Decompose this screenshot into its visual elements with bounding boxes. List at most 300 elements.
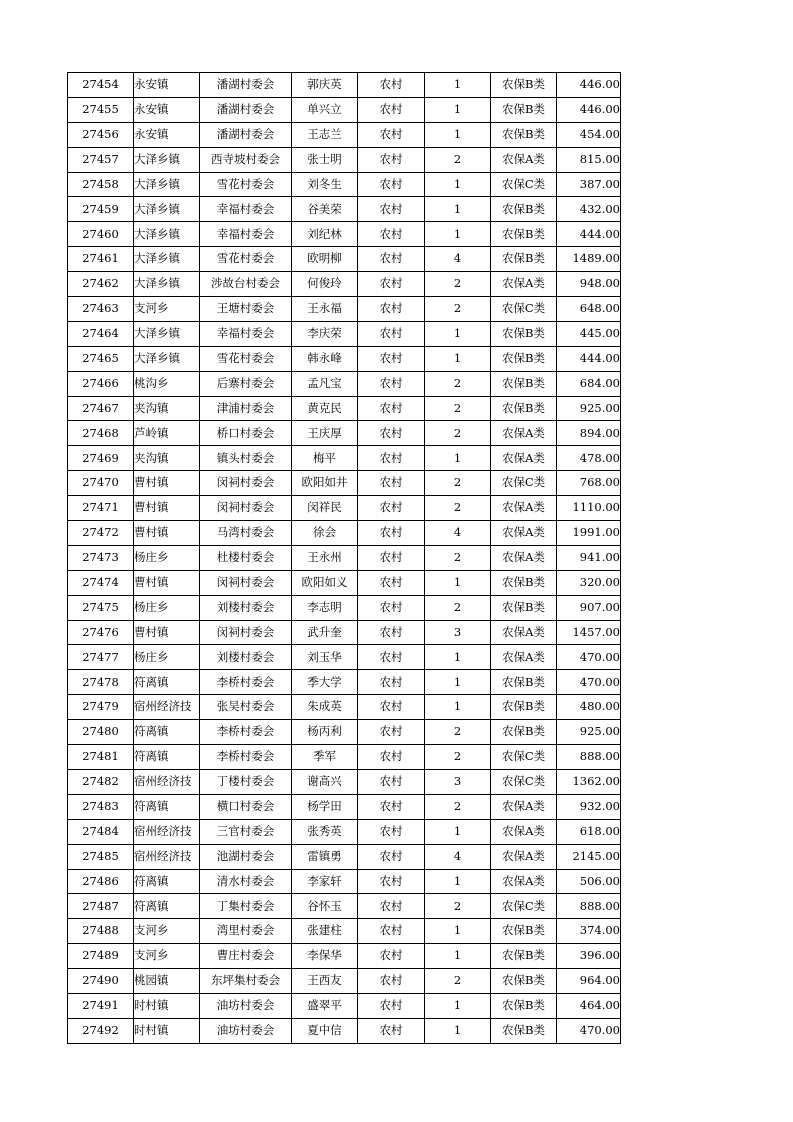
amount-cell: 320.00	[557, 570, 621, 595]
village-committee-cell: 池湖村委会	[200, 844, 292, 869]
village-committee-cell: 李桥村委会	[200, 670, 292, 695]
record-id-cell: 27466	[68, 371, 134, 396]
town-cell: 符离镇	[134, 720, 200, 745]
table-row	[68, 869, 621, 894]
table-row	[68, 97, 621, 122]
amount-cell: 387.00	[557, 172, 621, 197]
insurance-category-cell: 农保A类	[491, 620, 557, 645]
town-cell: 符离镇	[134, 869, 200, 894]
record-id-cell: 27481	[68, 745, 134, 770]
amount-cell: 925.00	[557, 720, 621, 745]
person-name-cell: 刘纪林	[292, 222, 358, 247]
village-committee-cell: 丁集村委会	[200, 894, 292, 919]
insurance-category-cell: 农保C类	[491, 894, 557, 919]
record-id-cell: 27492	[68, 1018, 134, 1043]
village-committee-cell: 雪花村委会	[200, 172, 292, 197]
town-cell: 宿州经济技	[134, 769, 200, 794]
person-name-cell: 张秀英	[292, 819, 358, 844]
town-cell: 大泽乡镇	[134, 197, 200, 222]
person-name-cell: 雷镇勇	[292, 844, 358, 869]
town-cell: 大泽乡镇	[134, 321, 200, 346]
household-count-cell: 4	[425, 521, 491, 546]
table-row	[68, 1018, 621, 1043]
insurance-category-cell: 农保B类	[491, 993, 557, 1018]
table-row	[68, 720, 621, 745]
insurance-category-cell: 农保B类	[491, 346, 557, 371]
insurance-category-cell: 农保C类	[491, 769, 557, 794]
person-name-cell: 王永福	[292, 297, 358, 322]
insurance-category-cell: 农保B类	[491, 1018, 557, 1043]
household-count-cell: 1	[425, 670, 491, 695]
table-row	[68, 471, 621, 496]
village-committee-cell: 清水村委会	[200, 869, 292, 894]
household-count-cell: 2	[425, 894, 491, 919]
person-name-cell: 韩永峰	[292, 346, 358, 371]
household-count-cell: 2	[425, 545, 491, 570]
household-count-cell: 2	[425, 297, 491, 322]
household-count-cell: 2	[425, 147, 491, 172]
village-committee-cell: 幸福村委会	[200, 197, 292, 222]
village-committee-cell: 桥口村委会	[200, 421, 292, 446]
record-id-cell: 27489	[68, 944, 134, 969]
area-type-cell: 农村	[358, 869, 425, 894]
area-type-cell: 农村	[358, 421, 425, 446]
record-id-cell: 27460	[68, 222, 134, 247]
person-name-cell: 黄克民	[292, 396, 358, 421]
village-committee-cell: 潘湖村委会	[200, 122, 292, 147]
amount-cell: 1457.00	[557, 620, 621, 645]
table-row	[68, 346, 621, 371]
insurance-category-cell: 农保B类	[491, 97, 557, 122]
town-cell: 永安镇	[134, 122, 200, 147]
table-row	[68, 695, 621, 720]
table-row	[68, 421, 621, 446]
area-type-cell: 农村	[358, 197, 425, 222]
area-type-cell: 农村	[358, 97, 425, 122]
amount-cell: 480.00	[557, 695, 621, 720]
amount-cell: 888.00	[557, 894, 621, 919]
area-type-cell: 农村	[358, 247, 425, 272]
record-id-cell: 27479	[68, 695, 134, 720]
record-id-cell: 27471	[68, 496, 134, 521]
record-id-cell: 27476	[68, 620, 134, 645]
table-row	[68, 894, 621, 919]
village-committee-cell: 东坪集村委会	[200, 969, 292, 994]
amount-cell: 648.00	[557, 297, 621, 322]
town-cell: 符离镇	[134, 745, 200, 770]
household-count-cell: 2	[425, 595, 491, 620]
area-type-cell: 农村	[358, 222, 425, 247]
record-id-cell: 27477	[68, 645, 134, 670]
area-type-cell: 农村	[358, 371, 425, 396]
person-name-cell: 王庆厚	[292, 421, 358, 446]
household-count-cell: 1	[425, 197, 491, 222]
village-committee-cell: 王塘村委会	[200, 297, 292, 322]
table-row	[68, 321, 621, 346]
amount-cell: 907.00	[557, 595, 621, 620]
person-name-cell: 朱成英	[292, 695, 358, 720]
household-count-cell: 1	[425, 73, 491, 98]
town-cell: 宿州经济技	[134, 819, 200, 844]
area-type-cell: 农村	[358, 944, 425, 969]
table-row	[68, 446, 621, 471]
household-count-cell: 2	[425, 794, 491, 819]
insurance-category-cell: 农保A类	[491, 869, 557, 894]
record-id-cell: 27464	[68, 321, 134, 346]
household-count-cell: 2	[425, 396, 491, 421]
insurance-category-cell: 农保A类	[491, 819, 557, 844]
town-cell: 大泽乡镇	[134, 346, 200, 371]
village-committee-cell: 闵祠村委会	[200, 570, 292, 595]
insurance-category-cell: 农保B类	[491, 321, 557, 346]
town-cell: 时村镇	[134, 1018, 200, 1043]
table-row	[68, 670, 621, 695]
table-row	[68, 247, 621, 272]
town-cell: 曹村镇	[134, 570, 200, 595]
amount-cell: 432.00	[557, 197, 621, 222]
insurance-category-cell: 农保A类	[491, 844, 557, 869]
record-id-cell: 27480	[68, 720, 134, 745]
insurance-category-cell: 农保B类	[491, 670, 557, 695]
records-table	[67, 72, 621, 1044]
record-id-cell: 27491	[68, 993, 134, 1018]
amount-cell: 454.00	[557, 122, 621, 147]
town-cell: 大泽乡镇	[134, 222, 200, 247]
household-count-cell: 1	[425, 993, 491, 1018]
insurance-category-cell: 农保B类	[491, 919, 557, 944]
household-count-cell: 2	[425, 496, 491, 521]
area-type-cell: 农村	[358, 446, 425, 471]
town-cell: 桃沟乡	[134, 371, 200, 396]
household-count-cell: 1	[425, 222, 491, 247]
household-count-cell: 2	[425, 371, 491, 396]
town-cell: 符离镇	[134, 894, 200, 919]
area-type-cell: 农村	[358, 769, 425, 794]
person-name-cell: 欧阳如义	[292, 570, 358, 595]
table-row	[68, 844, 621, 869]
amount-cell: 888.00	[557, 745, 621, 770]
area-type-cell: 农村	[358, 595, 425, 620]
records-table-body	[68, 73, 621, 1044]
person-name-cell: 王志兰	[292, 122, 358, 147]
area-type-cell: 农村	[358, 545, 425, 570]
person-name-cell: 张建柱	[292, 919, 358, 944]
person-name-cell: 夏中信	[292, 1018, 358, 1043]
record-id-cell: 27473	[68, 545, 134, 570]
table-row	[68, 272, 621, 297]
record-id-cell: 27478	[68, 670, 134, 695]
person-name-cell: 谷怀玉	[292, 894, 358, 919]
village-committee-cell: 幸福村委会	[200, 321, 292, 346]
amount-cell: 941.00	[557, 545, 621, 570]
record-id-cell: 27474	[68, 570, 134, 595]
village-committee-cell: 闵祠村委会	[200, 471, 292, 496]
town-cell: 大泽乡镇	[134, 272, 200, 297]
town-cell: 曹村镇	[134, 521, 200, 546]
insurance-category-cell: 农保A类	[491, 521, 557, 546]
table-row	[68, 496, 621, 521]
record-id-cell: 27488	[68, 919, 134, 944]
record-id-cell: 27482	[68, 769, 134, 794]
town-cell: 曹村镇	[134, 620, 200, 645]
town-cell: 支河乡	[134, 919, 200, 944]
household-count-cell: 1	[425, 695, 491, 720]
person-name-cell: 杨丙利	[292, 720, 358, 745]
village-committee-cell: 涉故台村委会	[200, 272, 292, 297]
household-count-cell: 1	[425, 446, 491, 471]
town-cell: 大泽乡镇	[134, 247, 200, 272]
table-row	[68, 122, 621, 147]
village-committee-cell: 湾里村委会	[200, 919, 292, 944]
town-cell: 时村镇	[134, 993, 200, 1018]
village-committee-cell: 马湾村委会	[200, 521, 292, 546]
village-committee-cell: 闵祠村委会	[200, 496, 292, 521]
area-type-cell: 农村	[358, 794, 425, 819]
village-committee-cell: 李桥村委会	[200, 720, 292, 745]
insurance-category-cell: 农保A类	[491, 794, 557, 819]
area-type-cell: 农村	[358, 496, 425, 521]
table-row	[68, 73, 621, 98]
area-type-cell: 农村	[358, 645, 425, 670]
record-id-cell: 27459	[68, 197, 134, 222]
person-name-cell: 郭庆英	[292, 73, 358, 98]
household-count-cell: 3	[425, 620, 491, 645]
amount-cell: 478.00	[557, 446, 621, 471]
village-committee-cell: 杜楼村委会	[200, 545, 292, 570]
village-committee-cell: 雪花村委会	[200, 247, 292, 272]
record-id-cell: 27469	[68, 446, 134, 471]
record-id-cell: 27458	[68, 172, 134, 197]
record-id-cell: 27468	[68, 421, 134, 446]
town-cell: 符离镇	[134, 670, 200, 695]
village-committee-cell: 油坊村委会	[200, 993, 292, 1018]
village-committee-cell: 三官村委会	[200, 819, 292, 844]
town-cell: 杨庄乡	[134, 645, 200, 670]
amount-cell: 768.00	[557, 471, 621, 496]
table-row	[68, 645, 621, 670]
village-committee-cell: 油坊村委会	[200, 1018, 292, 1043]
person-name-cell: 刘冬生	[292, 172, 358, 197]
record-id-cell: 27467	[68, 396, 134, 421]
amount-cell: 374.00	[557, 919, 621, 944]
amount-cell: 1362.00	[557, 769, 621, 794]
table-row	[68, 794, 621, 819]
person-name-cell: 王西友	[292, 969, 358, 994]
person-name-cell: 欧阳如井	[292, 471, 358, 496]
household-count-cell: 1	[425, 97, 491, 122]
amount-cell: 446.00	[557, 73, 621, 98]
amount-cell: 470.00	[557, 670, 621, 695]
household-count-cell: 1	[425, 570, 491, 595]
person-name-cell: 梅平	[292, 446, 358, 471]
household-count-cell: 2	[425, 969, 491, 994]
town-cell: 大泽乡镇	[134, 147, 200, 172]
record-id-cell: 27462	[68, 272, 134, 297]
village-committee-cell: 闵祠村委会	[200, 620, 292, 645]
household-count-cell: 1	[425, 122, 491, 147]
insurance-category-cell: 农保B类	[491, 247, 557, 272]
amount-cell: 446.00	[557, 97, 621, 122]
area-type-cell: 农村	[358, 695, 425, 720]
village-committee-cell: 横口村委会	[200, 794, 292, 819]
table-row	[68, 197, 621, 222]
person-name-cell: 谢高兴	[292, 769, 358, 794]
amount-cell: 894.00	[557, 421, 621, 446]
amount-cell: 470.00	[557, 1018, 621, 1043]
person-name-cell: 李保华	[292, 944, 358, 969]
household-count-cell: 3	[425, 769, 491, 794]
insurance-category-cell: 农保B类	[491, 720, 557, 745]
record-id-cell: 27463	[68, 297, 134, 322]
area-type-cell: 农村	[358, 620, 425, 645]
table-row	[68, 371, 621, 396]
table-row	[68, 222, 621, 247]
area-type-cell: 农村	[358, 147, 425, 172]
insurance-category-cell: 农保B类	[491, 73, 557, 98]
insurance-category-cell: 农保A类	[491, 446, 557, 471]
person-name-cell: 闵祥民	[292, 496, 358, 521]
amount-cell: 506.00	[557, 869, 621, 894]
table-row	[68, 521, 621, 546]
record-id-cell: 27457	[68, 147, 134, 172]
amount-cell: 1991.00	[557, 521, 621, 546]
table-row	[68, 944, 621, 969]
insurance-category-cell: 农保B类	[491, 944, 557, 969]
household-count-cell: 2	[425, 745, 491, 770]
record-id-cell: 27472	[68, 521, 134, 546]
area-type-cell: 农村	[358, 1018, 425, 1043]
village-committee-cell: 后寨村委会	[200, 371, 292, 396]
person-name-cell: 李家轩	[292, 869, 358, 894]
town-cell: 支河乡	[134, 944, 200, 969]
insurance-category-cell: 农保B类	[491, 695, 557, 720]
amount-cell: 815.00	[557, 147, 621, 172]
village-committee-cell: 刘楼村委会	[200, 645, 292, 670]
insurance-category-cell: 农保B类	[491, 570, 557, 595]
town-cell: 夹沟镇	[134, 396, 200, 421]
town-cell: 曹村镇	[134, 471, 200, 496]
household-count-cell: 2	[425, 272, 491, 297]
village-committee-cell: 西寺坡村委会	[200, 147, 292, 172]
area-type-cell: 农村	[358, 969, 425, 994]
insurance-category-cell: 农保A类	[491, 645, 557, 670]
person-name-cell: 杨学田	[292, 794, 358, 819]
table-row	[68, 396, 621, 421]
household-count-cell: 1	[425, 1018, 491, 1043]
area-type-cell: 农村	[358, 720, 425, 745]
town-cell: 杨庄乡	[134, 545, 200, 570]
person-name-cell: 李庆荣	[292, 321, 358, 346]
area-type-cell: 农村	[358, 321, 425, 346]
insurance-category-cell: 农保A类	[491, 496, 557, 521]
insurance-category-cell: 农保C类	[491, 471, 557, 496]
record-id-cell: 27485	[68, 844, 134, 869]
household-count-cell: 2	[425, 720, 491, 745]
area-type-cell: 农村	[358, 844, 425, 869]
table-row	[68, 172, 621, 197]
record-id-cell: 27484	[68, 819, 134, 844]
table-row	[68, 297, 621, 322]
town-cell: 符离镇	[134, 794, 200, 819]
village-committee-cell: 潘湖村委会	[200, 73, 292, 98]
record-id-cell: 27465	[68, 346, 134, 371]
person-name-cell: 单兴立	[292, 97, 358, 122]
amount-cell: 444.00	[557, 346, 621, 371]
record-id-cell: 27456	[68, 122, 134, 147]
record-id-cell: 27486	[68, 869, 134, 894]
insurance-category-cell: 农保C类	[491, 745, 557, 770]
town-cell: 曹村镇	[134, 496, 200, 521]
amount-cell: 618.00	[557, 819, 621, 844]
insurance-category-cell: 农保C类	[491, 172, 557, 197]
area-type-cell: 农村	[358, 919, 425, 944]
insurance-category-cell: 农保B类	[491, 969, 557, 994]
area-type-cell: 农村	[358, 172, 425, 197]
town-cell: 大泽乡镇	[134, 172, 200, 197]
town-cell: 永安镇	[134, 97, 200, 122]
town-cell: 杨庄乡	[134, 595, 200, 620]
village-committee-cell: 张吴村委会	[200, 695, 292, 720]
area-type-cell: 农村	[358, 396, 425, 421]
amount-cell: 1110.00	[557, 496, 621, 521]
amount-cell: 2145.00	[557, 844, 621, 869]
person-name-cell: 张士明	[292, 147, 358, 172]
insurance-category-cell: 农保B类	[491, 595, 557, 620]
village-committee-cell: 刘楼村委会	[200, 595, 292, 620]
household-count-cell: 2	[425, 421, 491, 446]
record-id-cell: 27487	[68, 894, 134, 919]
household-count-cell: 1	[425, 919, 491, 944]
person-name-cell: 季军	[292, 745, 358, 770]
household-count-cell: 1	[425, 346, 491, 371]
insurance-category-cell: 农保A类	[491, 545, 557, 570]
person-name-cell: 盛翠平	[292, 993, 358, 1018]
town-cell: 永安镇	[134, 73, 200, 98]
town-cell: 桃园镇	[134, 969, 200, 994]
town-cell: 宿州经济技	[134, 695, 200, 720]
insurance-category-cell: 农保A类	[491, 421, 557, 446]
amount-cell: 948.00	[557, 272, 621, 297]
amount-cell: 1489.00	[557, 247, 621, 272]
person-name-cell: 孟凡宝	[292, 371, 358, 396]
record-id-cell: 27461	[68, 247, 134, 272]
area-type-cell: 农村	[358, 570, 425, 595]
person-name-cell: 何俊玲	[292, 272, 358, 297]
area-type-cell: 农村	[358, 745, 425, 770]
table-row	[68, 745, 621, 770]
person-name-cell: 武升奎	[292, 620, 358, 645]
household-count-cell: 1	[425, 869, 491, 894]
insurance-category-cell: 农保B类	[491, 396, 557, 421]
insurance-category-cell: 农保B类	[491, 122, 557, 147]
person-name-cell: 李志明	[292, 595, 358, 620]
area-type-cell: 农村	[358, 894, 425, 919]
amount-cell: 444.00	[557, 222, 621, 247]
table-row	[68, 919, 621, 944]
area-type-cell: 农村	[358, 670, 425, 695]
village-committee-cell: 雪花村委会	[200, 346, 292, 371]
amount-cell: 932.00	[557, 794, 621, 819]
record-id-cell: 27455	[68, 97, 134, 122]
town-cell: 支河乡	[134, 297, 200, 322]
table-row	[68, 819, 621, 844]
village-committee-cell: 潘湖村委会	[200, 97, 292, 122]
amount-cell: 464.00	[557, 993, 621, 1018]
person-name-cell: 刘玉华	[292, 645, 358, 670]
household-count-cell: 4	[425, 247, 491, 272]
village-committee-cell: 李桥村委会	[200, 745, 292, 770]
insurance-category-cell: 农保A类	[491, 272, 557, 297]
